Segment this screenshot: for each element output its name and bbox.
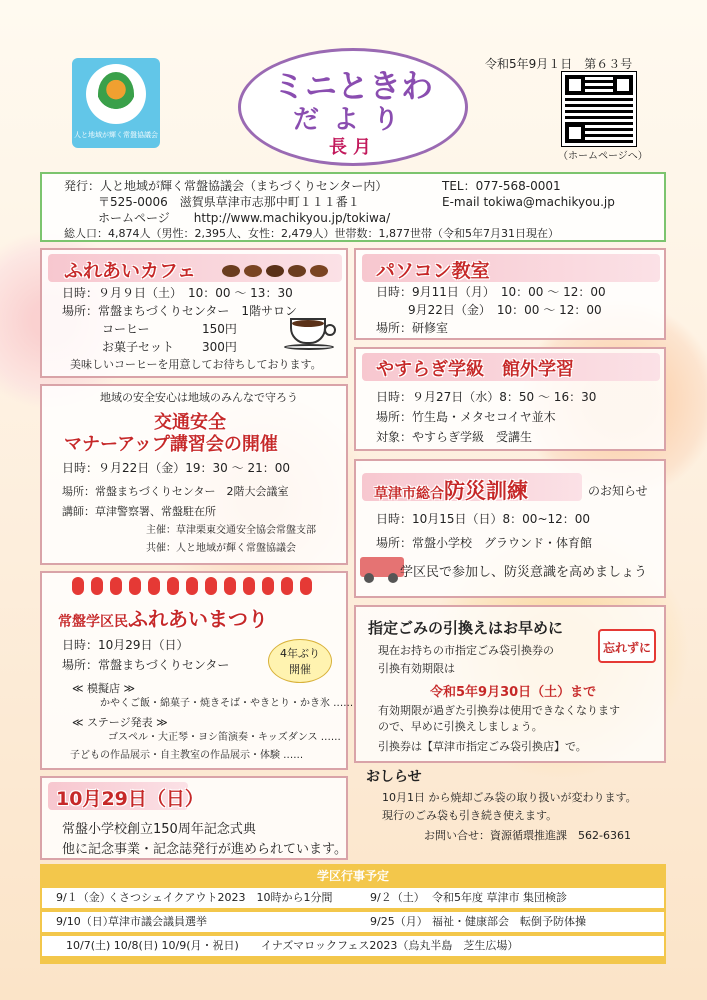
publisher-name: 発行：人と地域が輝く常盤協議会（まちづくりセンター内） bbox=[64, 179, 388, 193]
traffic-title1: 交通安全 bbox=[154, 412, 226, 433]
schedule-row bbox=[42, 912, 664, 932]
schedule-header: 学区行事予定 bbox=[316, 869, 389, 883]
traffic-title2: マナーアップ講習会の開催 bbox=[64, 434, 278, 455]
traffic-lecturer: 講師：草津警察署、常盤駐在所 bbox=[62, 505, 216, 518]
cafe-snack-price: 300円 bbox=[202, 340, 237, 354]
garbage-deadline: 令和5年9月30日（土）まで bbox=[430, 685, 597, 700]
garbage-bag-section bbox=[354, 605, 666, 763]
festival-badge-line2: 開催 bbox=[289, 662, 311, 676]
anniversary-date: 10月29日（日） bbox=[56, 788, 204, 810]
festival-stage: ゴスペル・大正琴・ヨシ笛演奏・キッズダンス ‥‥‥ bbox=[108, 732, 341, 743]
schedule-row bbox=[42, 888, 664, 908]
drill-title-main: 防災訓練 bbox=[444, 479, 528, 503]
pc-class-section bbox=[354, 248, 666, 340]
garbage-title: 指定ごみの引換えはお早めに bbox=[368, 619, 564, 637]
festival-date: 日時：10月29日（日） bbox=[62, 638, 189, 652]
traffic-lead: 地域の安全安心は地域のみんなで守ろう bbox=[100, 391, 298, 404]
disaster-drill-section bbox=[354, 459, 666, 598]
coffee-cup-icon bbox=[284, 312, 338, 352]
drill-title-prefix: 草津市総合 bbox=[374, 486, 444, 502]
cafe-coffee-price: 150円 bbox=[202, 322, 237, 336]
festival-badge bbox=[268, 639, 332, 683]
notice-line2: 現行のごみ袋も引き続き使えます。 bbox=[382, 809, 558, 822]
notice-title: おしらせ bbox=[366, 769, 422, 785]
schedule-date: 9/１（金） bbox=[56, 891, 111, 905]
schedule-last-row: 10/7(土) 10/8(日) 10/9(月・祝日) イナズマロックフェス2023（烏丸半島 芝生広場） bbox=[66, 939, 519, 953]
qr-caption: （ホームページへ） bbox=[558, 151, 648, 162]
garbage-line1: 現在お持ちの市指定ごみ袋引換券の bbox=[378, 644, 554, 657]
schedule-date: 9/10（日） bbox=[56, 915, 114, 929]
traffic-safety-section bbox=[40, 384, 348, 565]
schedule-event: くさつシェイクアウト2023 10時から1分間 bbox=[108, 891, 333, 905]
schedule-row bbox=[42, 936, 664, 956]
publisher-email[interactable]: E-mail tokiwa@machikyou.jp bbox=[442, 195, 615, 209]
festival-section bbox=[40, 571, 354, 770]
pc-class-place: 場所：研修室 bbox=[376, 321, 449, 335]
festival-title-main: ふれあいまつり bbox=[128, 607, 268, 631]
notice-line1: 10月1日 から焼却ごみ袋の取り扱いが変わります。 bbox=[382, 791, 637, 804]
title-oval bbox=[238, 48, 468, 166]
garbage-line5: 引換券は【草津市指定ごみ袋引換店】で。 bbox=[378, 740, 587, 753]
garbage-line3: 有効期限が過ぎた引換券は使用できなくなります bbox=[378, 704, 620, 717]
logo-caption: 人と地域が輝く常盤協議会 bbox=[74, 131, 158, 139]
title-month: 長月 bbox=[329, 137, 377, 158]
schedule-event: 草津市議会議員選挙 bbox=[108, 915, 207, 929]
drill-place: 場所：常盤小学校 グラウンド・体育館 bbox=[376, 536, 593, 550]
publisher-tel: TEL：077-568-0001 bbox=[442, 179, 561, 193]
pc-class-date2: 9月22日（金） 10：00 ～ 12：00 bbox=[408, 303, 602, 317]
notice-contact: お問い合せ：資源循環推進課 562-6361 bbox=[424, 829, 631, 842]
title-line2: だより bbox=[292, 105, 413, 135]
cafe-section bbox=[40, 248, 348, 378]
festival-place: 場所：常盤まちづくりセンター bbox=[62, 658, 230, 672]
publisher-info bbox=[40, 172, 666, 242]
traffic-cosponsor: 共催：人と地域が輝く常盤協議会 bbox=[146, 543, 296, 554]
drill-message: 学区民で参加し、防災意識を高めましょう bbox=[400, 565, 648, 580]
cafe-date: 日時：９月９日（土） 10：00 ～ 13：30 bbox=[62, 286, 293, 300]
yasuragi-date: 日時：９月27日（水）8：50 ～ 16：30 bbox=[376, 390, 597, 404]
yasuragi-section bbox=[354, 347, 666, 451]
cafe-place: 場所：常盤まちづくりセンター 1階サロン bbox=[62, 304, 298, 318]
schedule-date: 9/25（月） bbox=[370, 915, 428, 929]
traffic-date: 日時：９月22日（金）19：30 ～ 21：00 bbox=[62, 461, 290, 475]
anniversary-section bbox=[40, 776, 348, 860]
publisher-homepage[interactable]: ホームページ http://www.machikyou.jp/tokiwa/ bbox=[98, 211, 391, 225]
reminder-badge-text: 忘れずに bbox=[602, 641, 651, 655]
festival-badge-line1: 4年ぶり bbox=[280, 647, 320, 660]
traffic-place: 場所：常盤まちづくりセンター 2階大会議室 bbox=[62, 485, 289, 498]
title-line1: ミニときわ bbox=[272, 67, 433, 105]
logo bbox=[72, 58, 160, 148]
cafe-note: 美味しいコーヒーを用意してお待ちしております。 bbox=[70, 358, 322, 371]
pc-class-date1: 日時：9月11日（月） 10：00 ～ 12：00 bbox=[376, 285, 606, 299]
festival-exhibit: 子どもの作品展示・自主教室の作品展示・体験 ‥‥‥ bbox=[70, 750, 304, 761]
festival-stalls: かやくご飯・綿菓子・焼きそば・やきとり・かき氷 ‥‥‥ bbox=[100, 698, 354, 709]
pc-class-title: パソコン教室 bbox=[376, 260, 490, 282]
cafe-coffee-label: コーヒー bbox=[102, 322, 150, 336]
reminder-badge bbox=[598, 629, 656, 663]
yasuragi-title: やすらぎ学級 館外学習 bbox=[376, 359, 574, 380]
schedule-date: 9/２（土） bbox=[370, 891, 425, 905]
notice-section bbox=[354, 766, 666, 846]
drill-date: 日時：10月15日（日）8：00~12：00 bbox=[376, 512, 591, 526]
traffic-sponsor: 主催：草津栗東交通安全協会常盤支部 bbox=[146, 525, 316, 536]
lantern-string-icon bbox=[72, 577, 322, 597]
coffee-beans-icon bbox=[222, 262, 352, 278]
schedule-event: 令和5年度 草津市 集団検診 bbox=[432, 891, 567, 905]
anniversary-line1: 常盤小学校創立150周年記念式典 bbox=[62, 822, 256, 837]
drill-title-suffix: のお知らせ bbox=[588, 484, 648, 498]
festival-stage-header: ≪ ステージ発表 ≫ bbox=[72, 716, 168, 729]
cafe-title: ふれあいカフェ bbox=[64, 260, 197, 282]
garbage-line2: 引換有効期限は bbox=[378, 662, 455, 675]
yasuragi-place: 場所：竹生島・メタセコイヤ並木 bbox=[376, 410, 556, 424]
schedule-event: 福祉・健康部会 転倒予防体操 bbox=[432, 915, 586, 929]
yasuragi-target: 対象：やすらぎ学級 受講生 bbox=[376, 430, 533, 444]
festival-stalls-header: ≪ 模擬店 ≫ bbox=[72, 682, 136, 695]
qr-code[interactable] bbox=[562, 72, 636, 146]
cafe-snack-label: お菓子セット bbox=[102, 340, 175, 354]
garbage-line4: ので、早めに引換えしましょう。 bbox=[378, 720, 543, 733]
population-stats: 総人口：4,874人（男性：2,395人、女性：2,479人）世帯数：1,877世帯（令和5年7月31日現在） bbox=[64, 227, 559, 240]
festival-title-prefix: 常盤学区民 bbox=[58, 614, 128, 630]
issue-number: 令和5年9月１日 第６３号 bbox=[485, 57, 633, 71]
publisher-address: 〒525-0006 滋賀県草津市志那中町１１１番１ bbox=[98, 195, 360, 209]
anniversary-line2: 他に記念事業・記念誌発行が進められています。 bbox=[62, 842, 347, 857]
